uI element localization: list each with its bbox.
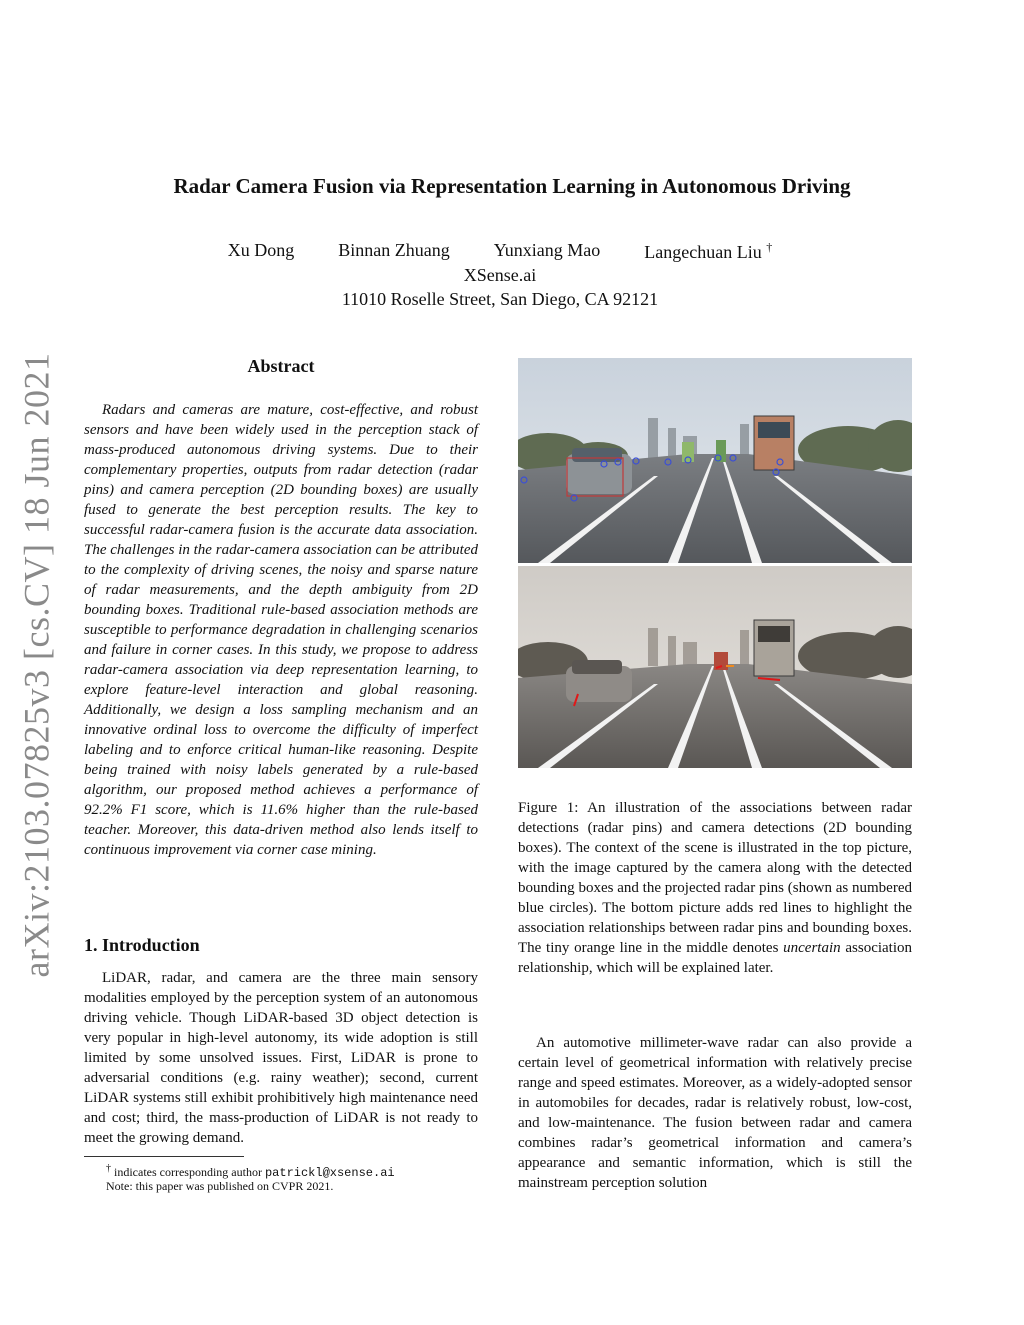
paper-title: Radar Camera Fusion via Representation Learning in Autonomous Driving: [173, 174, 851, 198]
footnote-note: Note: this paper was published on CVPR 2021.: [106, 1179, 334, 1193]
figure-top-image: [518, 358, 912, 563]
introduction-body: LiDAR, radar, and camera are the three main sensory modalities employed by the perception system of an autonomous driving vehicle. Though LiDAR-based 3D object detection is very popular in high-level autonomy, its wide adoption is still limited by some unsolved issues. First, LiDAR is prone to adversarial conditions (e.g. rainy weather); second, current LiDAR systems still exhibit prohibitively high maintenance need and cost; third, the mass-production of LiDAR is not ready to meet the growing demand.: [84, 970, 478, 1146]
arxiv-identifier: [6, 352, 66, 978]
arxiv-identifier-text: arXiv:2103.07825v3 [cs.CV] 18 Jun 2021: [16, 352, 57, 978]
figure-bottom-image: [518, 566, 912, 768]
author: Xu Dong: [227, 240, 295, 260]
author-list: [100, 240, 900, 263]
figure-caption: Figure 1: An illustration of the associations between radar detections (radar pins) and camera detections (2D bounding boxes). The context of the scene is illustrated in the top picture, with the image captured by the camera along with the detected bounding boxes and the projected radar pins (shown as numbered blue circles). The bottom picture adds red lines to highlight the association relationships between radar pins and bounding boxes. The tiny orange line in the middle denotes uncertain association relationship, which will be explained later.: [518, 800, 913, 976]
footnote-divider: [84, 1156, 244, 1157]
introduction-heading: 1. Introduction: [84, 935, 200, 955]
footnote-corresponding: † indicates corresponding author patrickl@xsense.ai: [106, 1163, 395, 1180]
abstract-heading: Abstract: [247, 356, 315, 376]
author-email[interactable]: patrickl@xsense.ai: [264, 1166, 395, 1180]
author: Yunxiang Mao: [493, 240, 601, 260]
right-column-body: An automotive millimeter-wave radar can also provide a certain level of geometrical information with relatively precise range and speed estimates. Moreover, as a widely-adopted sensor in automobiles for decades, radar is relatively robust, low-cost, and low-maintenance. The fusion between radar and camera combines radar’s geometrical information and camera’s appearance and semantic information, which is still the mainstream perception solution: [518, 1035, 912, 1191]
address: 11010 Roselle Street, San Diego, CA 92121: [341, 289, 659, 309]
author: Binnan Zhuang: [338, 240, 450, 260]
author: Langechuan Liu †: [644, 240, 773, 262]
abstract-body: Radars and cameras are mature, cost-effective, and robust sensors and have been widely used in the perception stack of mass-produced autonomous driving systems. Due to their complementary properties, outputs from radar detection (radar pins) and camera perception (2D bounding boxes) are usually fused to generate the best perception results. The key to successful radar-camera fusion is the accurate data association. The challenges in the radar-camera association can be attributed to the complexity of driving scenes, the noisy and sparse nature of radar measurements, and the depth ambiguity from 2D bounding boxes. Traditional rule-based association methods are susceptible to performance degradation in challenging scenarios and failure in corner cases. In this study, we propose to address radar-camera association via deep representation learning, to explore feature-level interaction and global reasoning. Additionally, we design a loss sampling mechanism and an innovative ordinal loss to overcome the difficulty of imperfect labeling and to enforce critical human-like reasoning. Despite being trained with noisy labels generated by a rule-based algorithm, our proposed method achieves a performance of 92.2% F1 score, which is 11.6% higher than the rule-based teacher. Moreover, this data-driven method also lends itself to continuous improvement via corner case mining.: [84, 402, 478, 858]
corresponding-author-mark: †: [766, 240, 773, 254]
affiliation: XSense.ai: [463, 265, 537, 285]
